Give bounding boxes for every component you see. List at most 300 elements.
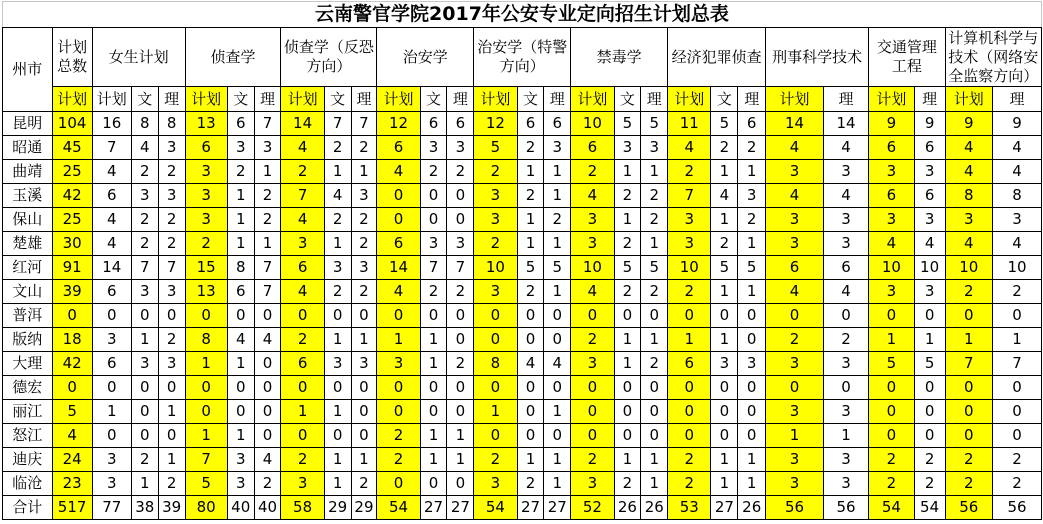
data-cell: 3 <box>474 280 517 304</box>
column-group-header: 经济犯罪侦查 <box>668 28 766 87</box>
data-cell: 0 <box>474 304 517 328</box>
data-cell: 0 <box>766 304 824 328</box>
data-cell: 3 <box>823 160 868 184</box>
data-cell: 4 <box>823 136 868 160</box>
data-cell: 1 <box>869 328 914 352</box>
data-cell: 53 <box>668 496 711 520</box>
data-cell: 12 <box>474 112 517 136</box>
data-cell: 0 <box>254 304 281 328</box>
data-cell: 1 <box>914 328 945 352</box>
data-cell: 7 <box>92 136 131 160</box>
data-cell: 3 <box>823 472 868 496</box>
data-cell: 1 <box>614 352 641 376</box>
data-cell: 0 <box>945 304 992 328</box>
data-cell: 27 <box>544 496 571 520</box>
data-cell: 26 <box>738 496 766 520</box>
data-cell: 3 <box>869 160 914 184</box>
data-cell: 2 <box>823 328 868 352</box>
data-cell: 6 <box>92 280 131 304</box>
data-cell: 4 <box>993 160 1042 184</box>
data-cell: 3 <box>351 184 377 208</box>
data-cell: 6 <box>544 112 571 136</box>
data-cell: 3 <box>420 232 447 256</box>
data-cell: 3 <box>614 136 641 160</box>
data-cell: 0 <box>131 424 158 448</box>
data-cell: 4 <box>823 280 868 304</box>
data-cell: 4 <box>993 136 1042 160</box>
data-cell: 5 <box>914 352 945 376</box>
data-cell: 7 <box>945 352 992 376</box>
data-cell: 1 <box>641 232 668 256</box>
data-cell: 3 <box>158 352 185 376</box>
data-cell: 0 <box>324 304 351 328</box>
data-cell: 3 <box>766 352 824 376</box>
data-cell: 3 <box>823 448 868 472</box>
column-group-header: 治安学 <box>377 28 474 87</box>
data-cell: 4 <box>254 328 281 352</box>
data-cell: 2 <box>571 448 614 472</box>
sub-header-cell: 理 <box>823 87 868 112</box>
prefecture-label: 德宏 <box>3 376 53 400</box>
data-cell: 30 <box>52 232 92 256</box>
data-cell: 54 <box>869 496 914 520</box>
data-cell: 29 <box>351 496 377 520</box>
data-cell: 0 <box>945 400 992 424</box>
data-cell: 1 <box>641 448 668 472</box>
data-cell: 29 <box>324 496 351 520</box>
data-cell: 8 <box>158 112 185 136</box>
data-cell: 9 <box>914 112 945 136</box>
data-cell: 0 <box>544 328 571 352</box>
data-cell: 3 <box>447 232 474 256</box>
data-cell: 3 <box>711 352 738 376</box>
data-cell: 0 <box>711 400 738 424</box>
column-group-header: 侦查学（反恐方向） <box>281 28 377 87</box>
data-cell: 0 <box>914 400 945 424</box>
data-cell: 6 <box>869 136 914 160</box>
prefecture-label: 昆明 <box>3 112 53 136</box>
data-cell: 52 <box>571 496 614 520</box>
data-cell: 0 <box>227 400 254 424</box>
data-cell: 2 <box>131 232 158 256</box>
prefecture-label: 普洱 <box>3 304 53 328</box>
data-cell: 26 <box>614 496 641 520</box>
data-cell: 0 <box>227 376 254 400</box>
data-cell: 2 <box>254 208 281 232</box>
data-cell: 10 <box>571 112 614 136</box>
data-cell: 3 <box>131 280 158 304</box>
sub-header-cell: 文 <box>227 87 254 112</box>
sub-header-cell: 理 <box>544 87 571 112</box>
data-cell: 6 <box>92 184 131 208</box>
data-cell: 5 <box>614 112 641 136</box>
data-cell: 1 <box>823 424 868 448</box>
data-cell: 2 <box>641 280 668 304</box>
data-cell: 2 <box>377 424 420 448</box>
data-cell: 1 <box>738 160 766 184</box>
prefecture-label: 迪庆 <box>3 448 53 472</box>
data-cell: 0 <box>614 304 641 328</box>
data-cell: 3 <box>377 352 420 376</box>
data-cell: 27 <box>447 496 474 520</box>
data-cell: 0 <box>668 400 711 424</box>
data-cell: 2 <box>945 448 992 472</box>
data-cell: 0 <box>711 424 738 448</box>
data-cell: 0 <box>914 376 945 400</box>
data-cell: 0 <box>614 376 641 400</box>
data-cell: 1 <box>641 160 668 184</box>
sub-header-cell: 理 <box>447 87 474 112</box>
data-cell: 91 <box>52 256 92 280</box>
data-cell: 40 <box>227 496 254 520</box>
prefecture-label: 红河 <box>3 256 53 280</box>
data-cell: 3 <box>914 280 945 304</box>
sub-header-cell: 计划 <box>474 87 517 112</box>
prefecture-label: 玉溪 <box>3 184 53 208</box>
data-cell: 3 <box>571 208 614 232</box>
data-cell: 3 <box>447 136 474 160</box>
sub-header-cell: 理 <box>993 87 1042 112</box>
column-group-header: 侦查学 <box>185 28 281 87</box>
data-cell: 0 <box>420 376 447 400</box>
table-row <box>3 208 1042 232</box>
data-cell: 0 <box>281 424 324 448</box>
data-cell: 5 <box>869 352 914 376</box>
table-row <box>3 328 1042 352</box>
data-cell: 0 <box>420 208 447 232</box>
data-cell: 1 <box>738 232 766 256</box>
column-group-header: 计划总数 <box>52 28 92 87</box>
data-cell: 6 <box>571 136 614 160</box>
data-cell: 1 <box>711 160 738 184</box>
data-cell: 7 <box>281 184 324 208</box>
data-cell: 8 <box>993 184 1042 208</box>
data-cell: 10 <box>945 256 992 280</box>
data-cell: 2 <box>571 160 614 184</box>
data-cell: 0 <box>351 424 377 448</box>
data-cell: 0 <box>614 424 641 448</box>
data-cell: 12 <box>377 112 420 136</box>
data-cell: 14 <box>377 256 420 280</box>
data-cell: 1 <box>766 424 824 448</box>
data-cell: 3 <box>738 352 766 376</box>
data-cell: 58 <box>281 496 324 520</box>
data-cell: 54 <box>474 496 517 520</box>
data-cell: 0 <box>711 304 738 328</box>
data-cell: 2 <box>420 160 447 184</box>
data-cell: 0 <box>447 208 474 232</box>
data-cell: 0 <box>474 376 517 400</box>
data-cell: 56 <box>823 496 868 520</box>
data-cell: 2 <box>281 328 324 352</box>
data-cell: 9 <box>869 112 914 136</box>
data-cell: 0 <box>377 376 420 400</box>
prefecture-label: 怒江 <box>3 424 53 448</box>
data-cell: 4 <box>52 424 92 448</box>
data-cell: 1 <box>544 160 571 184</box>
data-cell: 0 <box>158 376 185 400</box>
data-cell: 2 <box>517 280 544 304</box>
enrollment-plan-table <box>2 1 1042 520</box>
data-cell: 0 <box>668 424 711 448</box>
data-cell: 3 <box>420 136 447 160</box>
data-cell: 2 <box>738 136 766 160</box>
table-row <box>3 352 1042 376</box>
data-cell: 2 <box>447 160 474 184</box>
data-cell: 0 <box>420 400 447 424</box>
data-cell: 4 <box>571 280 614 304</box>
data-cell: 3 <box>993 208 1042 232</box>
data-cell: 4 <box>517 352 544 376</box>
data-cell: 1 <box>254 160 281 184</box>
prefecture-label: 版纳 <box>3 328 53 352</box>
data-cell: 7 <box>351 112 377 136</box>
data-cell: 6 <box>281 256 324 280</box>
data-cell: 4 <box>869 232 914 256</box>
data-cell: 3 <box>131 352 158 376</box>
data-cell: 14 <box>823 112 868 136</box>
data-cell: 0 <box>993 400 1042 424</box>
data-cell: 16 <box>92 112 131 136</box>
data-cell: 4 <box>823 184 868 208</box>
data-cell: 0 <box>914 424 945 448</box>
data-cell: 1 <box>544 448 571 472</box>
table-row <box>3 136 1042 160</box>
data-cell: 6 <box>738 112 766 136</box>
data-cell: 3 <box>571 232 614 256</box>
data-cell: 3 <box>281 232 324 256</box>
data-cell: 2 <box>351 136 377 160</box>
data-cell: 2 <box>738 208 766 232</box>
table-row <box>3 496 1042 520</box>
data-cell: 4 <box>945 160 992 184</box>
data-cell: 8 <box>474 352 517 376</box>
data-cell: 0 <box>377 400 420 424</box>
data-cell: 0 <box>474 424 517 448</box>
data-cell: 4 <box>92 232 131 256</box>
data-cell: 10 <box>571 256 614 280</box>
table-body <box>3 112 1042 520</box>
data-cell: 2 <box>571 328 614 352</box>
data-cell: 0 <box>447 184 474 208</box>
data-cell: 7 <box>324 112 351 136</box>
column-group-header: 刑事科学技术 <box>766 28 869 87</box>
data-cell: 2 <box>324 280 351 304</box>
data-cell: 0 <box>517 376 544 400</box>
data-cell: 0 <box>377 208 420 232</box>
data-cell: 42 <box>52 352 92 376</box>
data-cell: 1 <box>420 448 447 472</box>
data-cell: 3 <box>324 352 351 376</box>
data-cell: 0 <box>668 376 711 400</box>
data-cell: 6 <box>766 256 824 280</box>
data-cell: 18 <box>52 328 92 352</box>
sub-header-cell: 计划 <box>869 87 914 112</box>
data-cell: 1 <box>711 328 738 352</box>
data-cell: 0 <box>945 424 992 448</box>
sub-header-row <box>3 87 1042 112</box>
data-cell: 6 <box>281 352 324 376</box>
sub-header-cell: 理 <box>351 87 377 112</box>
data-cell: 2 <box>517 136 544 160</box>
data-cell: 4 <box>377 280 420 304</box>
data-cell: 10 <box>474 256 517 280</box>
data-cell: 2 <box>474 448 517 472</box>
data-cell: 25 <box>52 208 92 232</box>
data-cell: 0 <box>738 400 766 424</box>
data-cell: 7 <box>420 256 447 280</box>
data-cell: 5 <box>711 112 738 136</box>
data-cell: 1 <box>517 232 544 256</box>
data-cell: 3 <box>914 160 945 184</box>
data-cell: 3 <box>544 136 571 160</box>
data-cell: 14 <box>281 112 324 136</box>
data-cell: 0 <box>823 376 868 400</box>
data-cell: 2 <box>254 472 281 496</box>
data-cell: 3 <box>869 280 914 304</box>
data-cell: 23 <box>52 472 92 496</box>
data-cell: 5 <box>641 112 668 136</box>
data-cell: 2 <box>711 232 738 256</box>
data-cell: 2 <box>131 448 158 472</box>
data-cell: 2 <box>281 448 324 472</box>
prefecture-label: 昭通 <box>3 136 53 160</box>
data-cell: 0 <box>869 400 914 424</box>
data-cell: 7 <box>993 352 1042 376</box>
data-cell: 3 <box>823 208 868 232</box>
data-cell: 54 <box>914 496 945 520</box>
data-cell: 0 <box>517 304 544 328</box>
data-cell: 0 <box>641 376 668 400</box>
data-cell: 1 <box>711 208 738 232</box>
data-cell: 0 <box>92 424 131 448</box>
data-cell: 0 <box>738 376 766 400</box>
data-cell: 2 <box>614 184 641 208</box>
data-cell: 1 <box>131 472 158 496</box>
data-cell: 1 <box>324 232 351 256</box>
data-cell: 0 <box>544 424 571 448</box>
data-cell: 25 <box>52 160 92 184</box>
data-cell: 0 <box>351 304 377 328</box>
sub-header-cell: 文 <box>131 87 158 112</box>
data-cell: 1 <box>377 328 420 352</box>
data-cell: 4 <box>914 232 945 256</box>
data-cell: 3 <box>227 136 254 160</box>
data-cell: 0 <box>447 328 474 352</box>
data-cell: 1 <box>517 448 544 472</box>
prefecture-label: 保山 <box>3 208 53 232</box>
data-cell: 4 <box>281 208 324 232</box>
data-cell: 5 <box>517 256 544 280</box>
data-cell: 0 <box>993 376 1042 400</box>
data-cell: 3 <box>766 400 824 424</box>
table-row <box>3 184 1042 208</box>
data-cell: 5 <box>474 136 517 160</box>
data-cell: 2 <box>544 208 571 232</box>
data-cell: 6 <box>92 352 131 376</box>
data-cell: 1 <box>544 472 571 496</box>
sub-header-cell: 计划 <box>571 87 614 112</box>
data-cell: 0 <box>185 304 227 328</box>
data-cell: 56 <box>766 496 824 520</box>
data-cell: 0 <box>351 376 377 400</box>
data-cell: 1 <box>614 160 641 184</box>
data-cell: 26 <box>641 496 668 520</box>
data-cell: 2 <box>668 472 711 496</box>
data-cell: 7 <box>668 184 711 208</box>
data-cell: 3 <box>766 208 824 232</box>
data-cell: 0 <box>377 472 420 496</box>
data-cell: 38 <box>131 496 158 520</box>
data-cell: 45 <box>52 136 92 160</box>
data-cell: 0 <box>869 376 914 400</box>
table-row <box>3 376 1042 400</box>
data-cell: 0 <box>544 304 571 328</box>
data-cell: 1 <box>668 328 711 352</box>
data-cell: 4 <box>281 280 324 304</box>
data-cell: 1 <box>324 160 351 184</box>
data-cell: 1 <box>227 208 254 232</box>
table-row <box>3 424 1042 448</box>
data-cell: 0 <box>571 424 614 448</box>
data-cell: 0 <box>571 304 614 328</box>
data-cell: 1 <box>227 424 254 448</box>
data-cell: 0 <box>185 376 227 400</box>
data-cell: 3 <box>668 232 711 256</box>
data-cell: 2 <box>420 280 447 304</box>
data-cell: 7 <box>158 256 185 280</box>
data-cell: 2 <box>641 352 668 376</box>
data-cell: 27 <box>420 496 447 520</box>
data-cell: 3 <box>474 472 517 496</box>
column-group-header: 女生计划 <box>92 28 185 87</box>
data-cell: 3 <box>92 328 131 352</box>
data-cell: 0 <box>131 376 158 400</box>
data-cell: 0 <box>185 400 227 424</box>
data-cell: 10 <box>869 256 914 280</box>
data-cell: 77 <box>92 496 131 520</box>
data-cell: 2 <box>158 472 185 496</box>
data-cell: 6 <box>869 184 914 208</box>
table-row <box>3 112 1042 136</box>
data-cell: 1 <box>544 232 571 256</box>
data-cell: 0 <box>517 400 544 424</box>
data-cell: 2 <box>614 232 641 256</box>
data-cell: 0 <box>738 328 766 352</box>
data-cell: 1 <box>544 280 571 304</box>
data-cell: 1 <box>993 328 1042 352</box>
data-cell: 15 <box>185 256 227 280</box>
data-cell: 4 <box>544 352 571 376</box>
data-cell: 517 <box>52 496 92 520</box>
data-cell: 0 <box>227 304 254 328</box>
data-cell: 6 <box>227 112 254 136</box>
data-cell: 0 <box>823 304 868 328</box>
data-cell: 2 <box>614 472 641 496</box>
data-cell: 1 <box>158 448 185 472</box>
sub-header-cell: 计划 <box>945 87 992 112</box>
prefecture-label: 大理 <box>3 352 53 376</box>
data-cell: 0 <box>351 400 377 424</box>
data-cell: 2 <box>254 184 281 208</box>
data-cell: 0 <box>254 400 281 424</box>
data-cell: 0 <box>131 400 158 424</box>
data-cell: 2 <box>517 184 544 208</box>
data-cell: 3 <box>158 280 185 304</box>
data-cell: 104 <box>52 112 92 136</box>
data-cell: 1 <box>351 328 377 352</box>
data-cell: 5 <box>544 256 571 280</box>
